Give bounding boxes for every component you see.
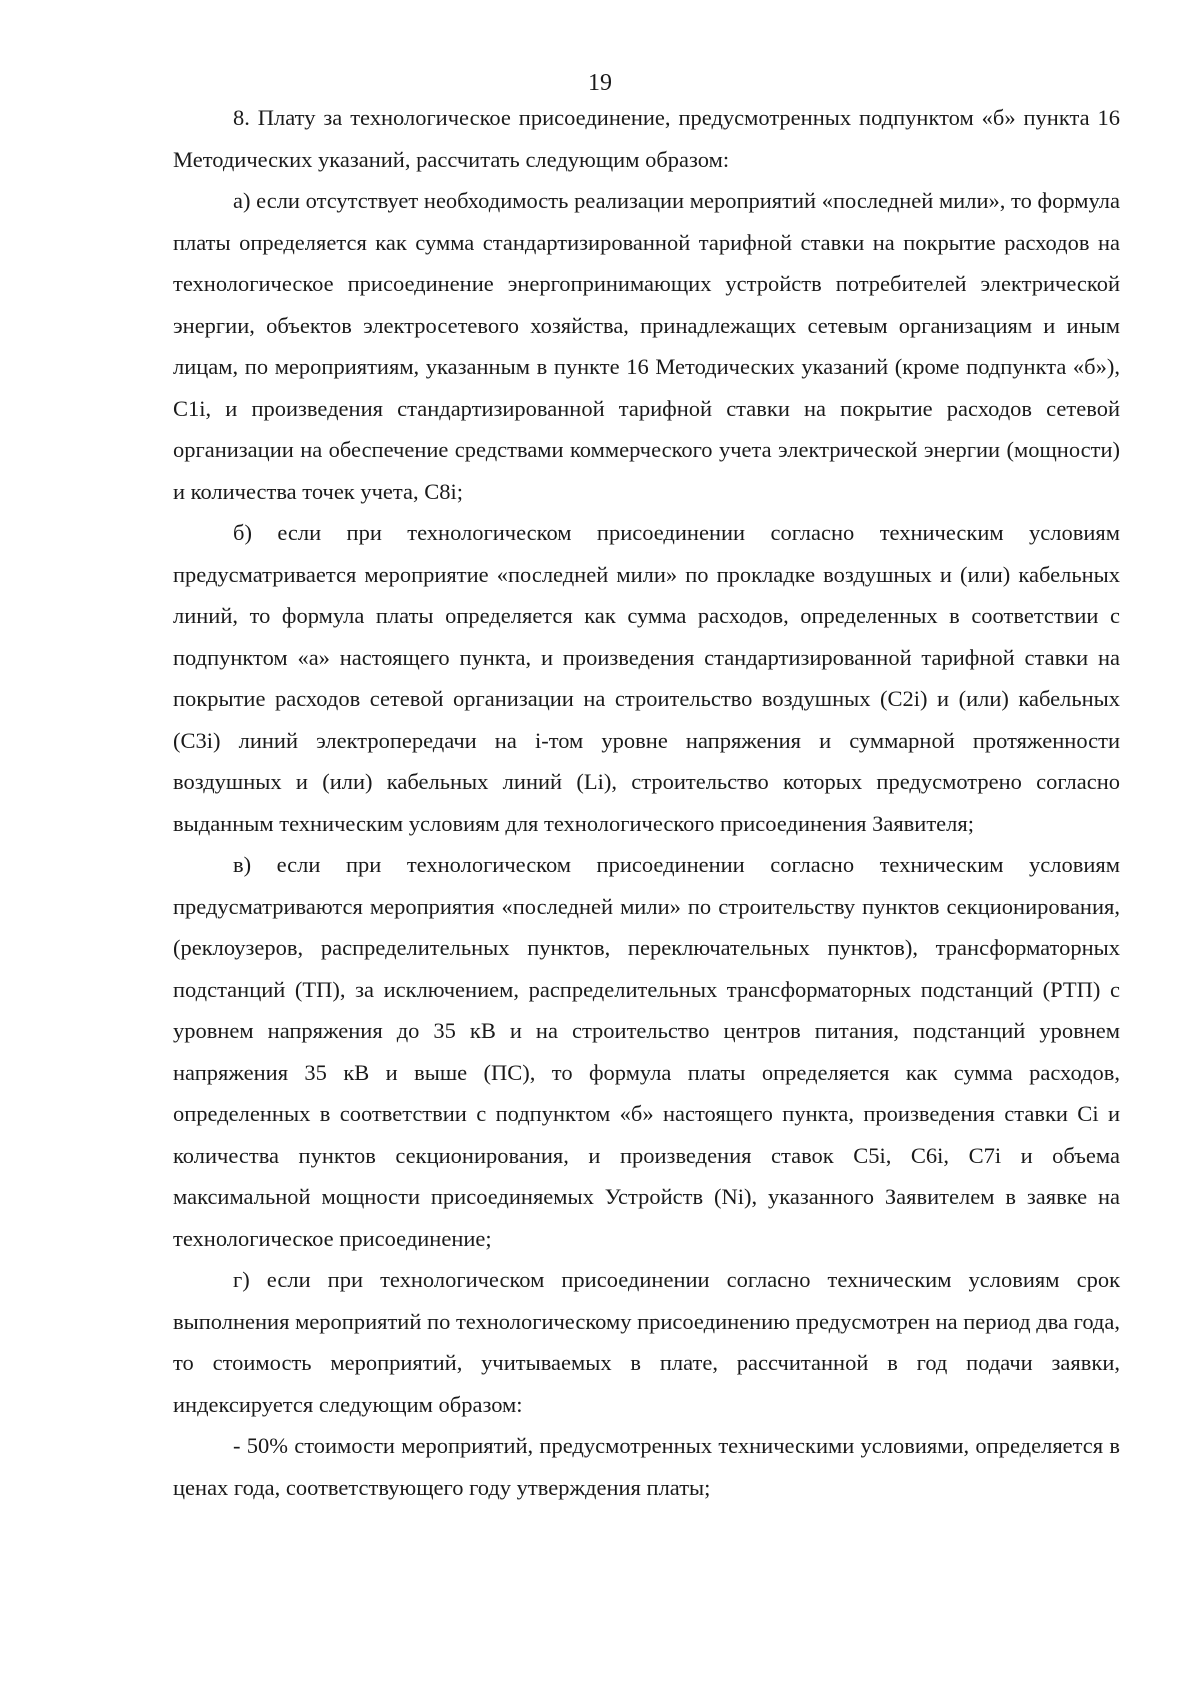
paragraph-subitem-a: а) если отсутствует необходимость реализации мероприятий «последней мили», то формула платы определяется как сумма стандартизированной тарифной ставки на покрытие расходов на технологическое присоединение энергопринимающих устройств потребителей электрической энергии, объектов электросетевого хозяйства, принадлежащих сетевым организациям и иным лицам, по мероприятиям, указанным в пункте 16 Методических указаний (кроме подпункта «б»), C1i, и произведения стандартизированной тарифной ставки на покрытие расходов сетевой организации на обеспечение средствами коммерческого учета электрической энергии (мощности) и количества точек учета, C8i;: [173, 188, 1120, 504]
paragraph-item-8: 8. Плату за технологическое присоединение, предусмотренных подпунктом «б» пункта 16 Методических указаний, рассчитать следующим образом:: [173, 105, 1120, 172]
page-number: 19: [588, 70, 612, 96]
paragraph-list-item: - 50% стоимости мероприятий, предусмотренных техническими условиями, определяется в ценах года, соответствующего году утверждения платы;: [173, 1433, 1120, 1500]
body-text: [173, 97, 1120, 1508]
paragraph-subitem-v: в) если при технологическом присоединении согласно техническим условиям предусматриваются мероприятия «последней мили» по строительству пунктов секционирования, (реклоузеров, распределительных пунктов, переключательных пунктов), трансформаторных подстанций (ТП), за исключением, распределительных трансформаторных подстанций (РТП) с уровнем напряжения до 35 кВ и на строительство центров питания, подстанций уровнем напряжения 35 кВ и выше (ПС), то формула платы определяется как сумма расходов, определенных в соответствии с подпунктом «б» настоящего пункта, произведения ставки Ci и количества пунктов секционирования, и произведения ставок C5i, C6i, C7i и объема максимальной мощности присоединяемых Устройств (Ni), указанного Заявителем в заявке на технологическое присоединение;: [173, 852, 1120, 1251]
paragraph-subitem-b: б) если при технологическом присоединении согласно техническим условиям предусматривается мероприятие «последней мили» по прокладке воздушных и (или) кабельных линий, то формула платы определяется как сумма расходов, определенных в соответствии с подпунктом «а» настоящего пункта, и произведения стандартизированной тарифной ставки на покрытие расходов сетевой организации на строительство воздушных (C2i) и (или) кабельных (C3i) линий электропередачи на i-том уровне напряжения и суммарной протяженности воздушных и (или) кабельных линий (Li), строительство которых предусмотрено согласно выданным техническим условиям для технологического присоединения Заявителя;: [173, 520, 1120, 836]
paragraph-subitem-g: г) если при технологическом присоединении согласно техническим условиям срок выполнения мероприятий по технологическому присоединению предусмотрен на период два года, то стоимость мероприятий, учитываемых в плате, рассчитанной в год подачи заявки, индексируется следующим образом:: [173, 1267, 1120, 1417]
